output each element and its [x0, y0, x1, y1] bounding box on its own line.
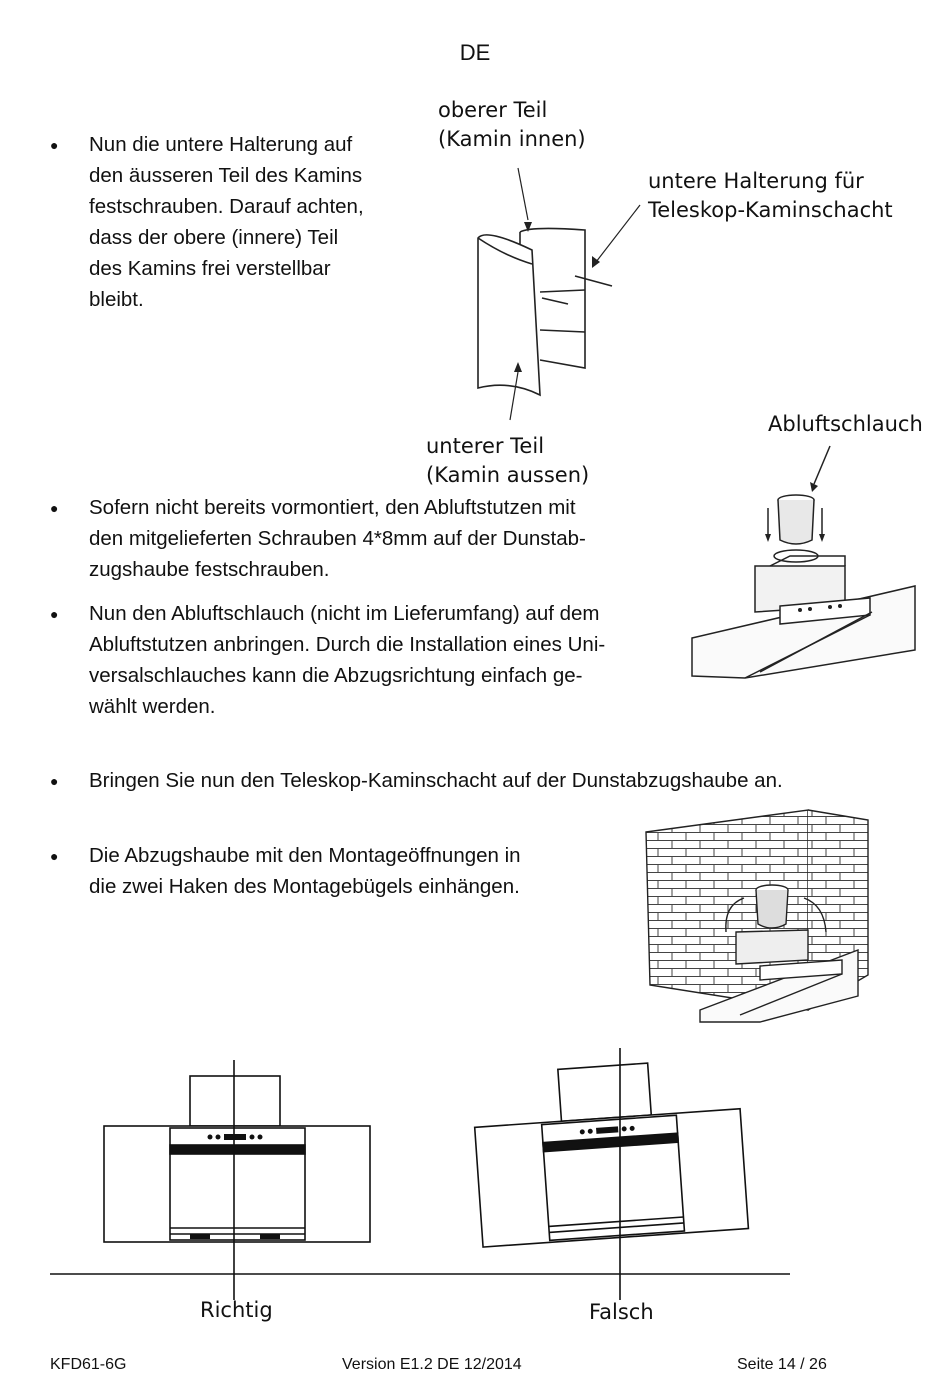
label-line: untere Halterung für: [648, 169, 864, 193]
bullet-dot: ●: [50, 137, 59, 153]
text-line: des Kamins frei verstellbar: [89, 257, 331, 280]
text-line: bleibt.: [89, 288, 144, 311]
text-line: den mitgelieferten Schrauben 4*8mm auf der Dunstab-: [89, 527, 586, 550]
text-line: versalschlauches kann die Abzugsrichtung einfach ge-: [89, 664, 583, 687]
text-line: festschrauben. Darauf achten,: [89, 195, 364, 218]
bullet-dot: ●: [50, 773, 59, 789]
text-line: Abluftstutzen anbringen. Durch die Installation eines Uni-: [89, 633, 606, 656]
text-line: wählt werden.: [89, 695, 216, 718]
label-line: oberer Teil: [438, 98, 548, 122]
language-code: DE: [459, 40, 491, 65]
text-line: Bringen Sie nun den Teleskop-Kaminschacht auf der Dunstabzugshaube an.: [89, 769, 783, 792]
footer-model: KFD61-6G: [50, 1356, 127, 1373]
text-line: zugshaube festschrauben.: [89, 558, 330, 581]
label-line: Teleskop-Kaminschacht: [648, 198, 893, 222]
bullet-dot: ●: [50, 500, 59, 516]
footer-version: Version E1.2 DE 12/2014: [342, 1356, 522, 1373]
label-wrong: Falsch: [589, 1300, 654, 1324]
bullet-dot: ●: [50, 606, 59, 622]
text-line: dass der obere (innere) Teil: [89, 226, 339, 249]
text-line: Die Abzugshaube mit den Montageöffnungen in: [89, 844, 521, 867]
text-line: den äusseren Teil des Kamins: [89, 164, 363, 187]
footer-page-number: Seite 14 / 26: [737, 1356, 827, 1373]
label-line: (Kamin innen): [438, 127, 586, 151]
label-exhaust-hose: Abluftschlauch: [768, 412, 923, 436]
text-line: die zwei Haken des Montagebügels einhängen.: [89, 875, 520, 898]
text-line: Nun die untere Halterung auf: [89, 133, 353, 156]
text-line: Sofern nicht bereits vormontiert, den Abluftstutzen mit: [89, 496, 576, 519]
label-line: unterer Teil: [426, 434, 545, 458]
label-line: (Kamin aussen): [426, 463, 590, 487]
label-correct: Richtig: [200, 1298, 273, 1322]
bullet-dot: ●: [50, 848, 59, 864]
text-line: Nun den Abluftschlauch (nicht im Lieferumfang) auf dem: [89, 602, 600, 625]
